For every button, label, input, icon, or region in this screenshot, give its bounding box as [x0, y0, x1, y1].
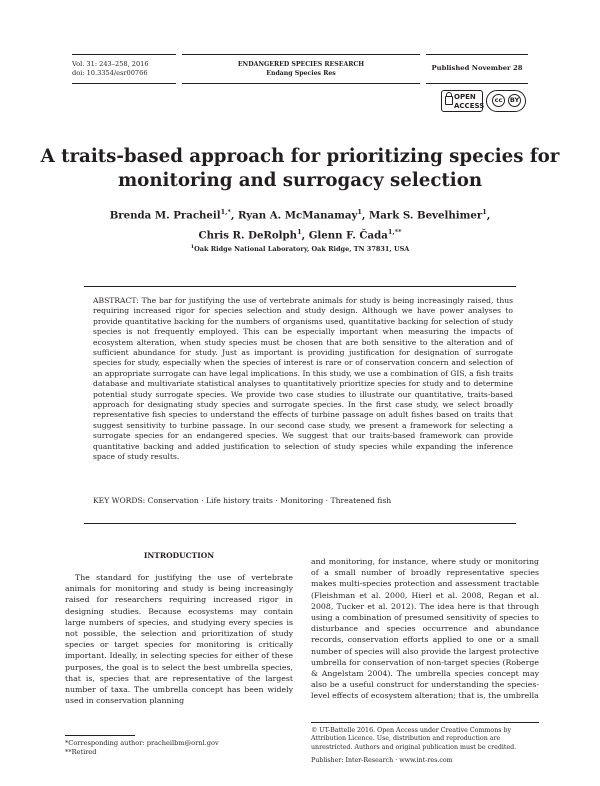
by-icon: BY: [508, 94, 521, 107]
header-journal-block: [182, 54, 420, 84]
title-line-1: A traits-based approach for prioritizing species for: [40, 146, 560, 167]
affiliation: $^1$Oak Ridge National Laboratory, Oak Ridge, TN 37831, USA: [190, 244, 410, 254]
lock-icon: [445, 96, 453, 105]
author-name: Glenn F. Čada: [308, 229, 388, 242]
abstract-label: ABSTRACT:: [93, 296, 139, 305]
introduction-heading: INTRODUCTION: [143, 551, 215, 560]
author-name: Mark S. Bevelhimer: [369, 209, 483, 222]
author-line-1: Brenda M. Pracheil$^{1,*}$, Ryan A. McManamay$^1$, Mark S. Bevelhimer$^1$,: [109, 208, 491, 222]
author-sup: 1: [357, 208, 362, 216]
keywords-text: Conservation · Life history traits · Monitoring · Threatened fish: [147, 496, 392, 505]
copyright-notice: © UT-Battelle 2016. Open Access under Creative Commons by Attribution Licence. Use, distribution and reproduction are unrestricted. Authors and original publication must be credited.: [311, 727, 517, 751]
author-name: Brenda M. Pracheil: [109, 209, 221, 222]
keywords: [93, 496, 513, 506]
open-access-badge: [441, 90, 483, 112]
abstract: [93, 296, 513, 463]
open-access-line1: OPEN: [454, 93, 476, 101]
header-volume-block: [72, 54, 176, 84]
doi[interactable]: doi: 10.3354/esr00766: [72, 69, 148, 77]
retired-note: **Retired: [65, 748, 97, 756]
creative-commons-badge: [486, 90, 526, 112]
footnote-divider: [65, 735, 135, 736]
abstract-text: The bar for justifying the use of vertebrate animals for study is being increasingly raised, thus requiring increased rigor for species selection and study design. Although we have power analyses to provide quantitative backing for the numbers of organisms used, quantitative backing for selection of study species is not frequently employed. This can be especially important when measuring the impacts of ecosystem alteration, when study species must be chosen that are both sensitive to the alteration and of sufficient abundance for study. Just as important is providing justification for designation of surrogate species for study, especially when the species of interest is rare or of conservation concern and selection of an appropriate surrogate can have legal implications. In this study, we use a combination of GIS, a fish traits database and multivariate statistical analyses to quantitatively prioritize species for study and to determine potential study surrogate species. We provide two case studies to illustrate our quantitative, traits-based approach for designating study species and surrogate species. In the first case study, we select broadly representative fish species to understand the effects of turbine passage on adult fishes based on traits that suggest sensitivity to turbine passage. In our second case study, we present a framework for selecting a surrogate species for an endangered species. We suggest that our traits-based framework can provide quantitative backing and added justification to selection of study species while expanding the inference space of study results.: [93, 296, 514, 462]
author-sup: 1: [297, 228, 302, 237]
author-line-2: Chris R. DeRolph$^1$, Glenn F. Čada$^{1,**}$: [198, 228, 402, 242]
title-line-2: monitoring and surrogacy selection: [117, 170, 483, 191]
paper-title: [40, 145, 560, 193]
cc-icon: cc: [492, 94, 505, 107]
introduction-left-column: The standard for justifying the use of vertebrate animals for monitoring and study is being increasingly raised for researchers requiring increased rigor in designing studies. Because ecosystems may contain large numbers of species, and studying every species is not possible, the selection and prioritization of study species or target species for monitoring is critically important. Ideally, in selecting species for either of these purposes, the goal is to select the best umbrella species, that is, species that are representative of the largest number of taxa. The umbrella concept has been widely used in conservation planning: [65, 573, 293, 706]
volume-info: Vol. 31: 243–258, 2016: [72, 60, 149, 68]
corresponding-author: *Corresponding author: pracheilbm@ornl.gov: [65, 739, 219, 747]
keywords-label: KEY WORDS:: [93, 496, 146, 505]
publisher-line: Publisher: Inter-Research · www.int-res.com: [311, 757, 453, 764]
introduction-right-column: and monitoring, for instance, where study or monitoring of a small number of broadly representative species makes multi-species protection and assessment tractable (Fleishman et al. 2000, Hierl et al. 2008, Regan et al. 2008, Tucker et al. 2012). The idea here is that through using a combination of presumed sensitivity of species to disturbance and species occurrence and abundance records, conservation efforts applied to one or a small number of species will also provide the largest protective umbrella for conservation of non-target species (Roberge & Angelstam 2004). The umbrella species concept may also be a useful construct for understanding the species-level effects of ecosystem alteration; that is, the umbrella: [311, 557, 539, 701]
author-sup: 1: [482, 208, 487, 216]
author-name: Chris R. DeRolph: [198, 229, 298, 242]
author-sup: 1,**: [387, 228, 402, 237]
author-name: Ryan A. McManamay: [237, 209, 358, 222]
journal-name: ENDANGERED SPECIES RESEARCH: [237, 61, 365, 68]
author-list: [60, 204, 540, 245]
journal-abbrev: Endang Species Res: [266, 70, 336, 77]
author-sup: 1,*: [220, 208, 231, 216]
published-date: Published November 28: [431, 64, 523, 72]
open-access-line2: ACCESS: [454, 102, 485, 110]
copyright-divider: [311, 722, 539, 723]
header-published-block: [426, 54, 528, 84]
footnotes: [65, 739, 293, 757]
